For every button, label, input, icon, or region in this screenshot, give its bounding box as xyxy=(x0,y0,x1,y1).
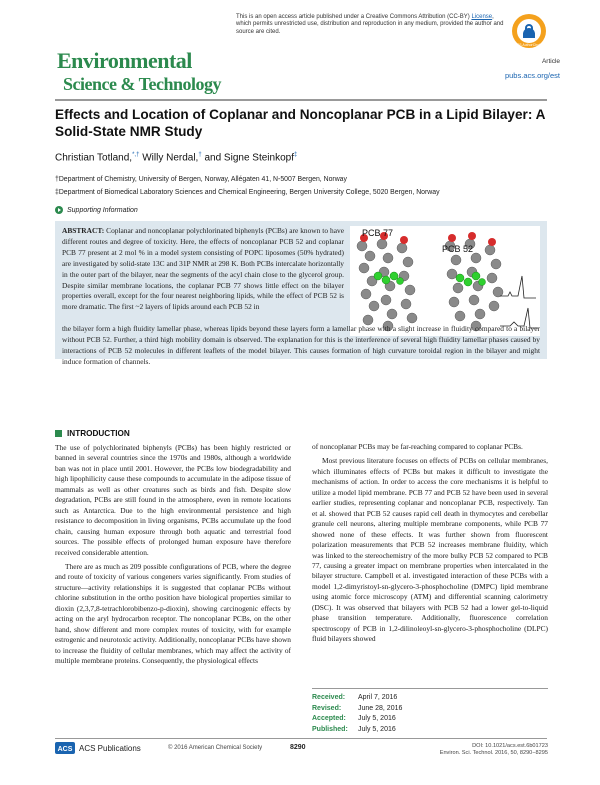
affiliation-2: ‡Department of Biomedical Laboratory Sciences and Chemical Engineering, Bergen University College, 5020 Bergen, Norway xyxy=(55,189,440,196)
author-list xyxy=(55,152,297,163)
supporting-info-icon xyxy=(55,206,63,214)
affiliation-1: †Department of Chemistry, University of Bergen, Norway, Allégaten 41, N-5007 Bergen, Norway xyxy=(55,176,347,183)
journal-logo xyxy=(55,46,225,98)
doi-citation xyxy=(440,743,548,757)
body-column-left xyxy=(55,443,291,667)
copyright-notice: © 2016 American Chemical Society xyxy=(168,745,263,751)
body-column-right xyxy=(312,442,548,645)
supporting-info-link[interactable] xyxy=(55,206,138,214)
license-text: This is an open access article published under a Creative Commons Attribution (CC-BY) xyxy=(236,14,470,20)
paper-title: Effects and Location of Coplanar and Noncoplanar PCB in a Lipid Bilayer: A Solid-State NMR Study xyxy=(55,107,545,139)
license-text-2: , which permits unrestricted use, distribution and reproduction in any medium, provided the author and source are cited. xyxy=(236,14,504,35)
abstract-text-bottom: the bilayer form a high fluidity lamellar phase, whereas lipids beyond these layers form a lamellar phase with a slight increase in fluidity compared to a bilayer without PCB 52. Further, a third high mobility domain is observed. The explanation for this is the interference of several high fluidity lamellar phases caused by interactions of PCB 52 molecules in different leaflets of the model bilayer. This causes formation of high curvature toroidal region in the bilayer and might induce formation of channels. xyxy=(62,324,540,366)
date-published: Published: July 5, 2016 xyxy=(312,725,396,733)
toc-graphic xyxy=(350,226,540,336)
publisher-name: ACS Publications xyxy=(79,743,141,753)
section-marker-icon xyxy=(55,430,62,437)
journal-name-line1: Environmental xyxy=(57,48,192,73)
publication-dates xyxy=(312,688,548,735)
header-divider xyxy=(55,99,547,101)
doi-link[interactable]: DOI: 10.1021/acs.est.6b01723 xyxy=(472,743,548,749)
author-1-marks: *,† xyxy=(132,152,140,158)
author-2-marks: † xyxy=(198,152,202,158)
article-type-label: Article xyxy=(541,58,560,65)
page-number: 8290 xyxy=(290,744,306,751)
abstract-text-top xyxy=(62,226,344,313)
date-accepted: Accepted: July 5, 2016 xyxy=(312,715,396,722)
journal-url[interactable]: pubs.acs.org/est xyxy=(504,71,560,80)
license-notice xyxy=(236,14,506,36)
footer-divider xyxy=(55,738,547,739)
author-1[interactable]: Christian Totland, xyxy=(55,152,133,164)
supporting-info-label: Supporting Information xyxy=(67,206,138,214)
author-2[interactable]: Willy Nerdal, xyxy=(142,152,199,164)
license-link[interactable]: License xyxy=(471,14,493,20)
intro-paragraph-1: The use of polychlorinated biphenyls (PCBs) has been highly restricted or banned in several countries since the 1970s and 1980s, although a worldwide ban was not in place until 2001. However, the PCBs low biodegradability and high lipophilicity cause these compounds to accumulate in the adipose tissue of mammals as well as other creatures such as birds and fish. Despite slow degradation, PCBs are still found in the atmosphere, even in remote locations such as Antarctica. Due to the high environmental persistence and high resistance to decomposition in living organisms, PCBs accumulate up the food chain, causing human exposure through both aquatic and terrestrial food sources. The possible effects of prolonged human exposure have therefore received considerable attention. xyxy=(55,443,291,557)
journal-name-line2: Science & Technology xyxy=(63,74,222,94)
introduction-heading-text: INTRODUCTION xyxy=(67,429,130,438)
graphic-label-pcb52: PCB 52 xyxy=(442,244,474,254)
date-received: Received: April 7, 2016 xyxy=(312,694,398,701)
abstract-body-top: Coplanar and noncoplanar polychlorinated biphenyls (PCBs) are known to have different routes and degree of toxicity. Here, the effects of noncoplanar PCB 52 and coplanar PCB 77 present at 2 mol % in a model system consisting of POPC liposomes (50% hydrated) are investigated by solid-state 13C and 31P NMR at 298 K. Both PCBs intercalate horizontally in the outer part of the bilayer, near the segments of the acyl chain close to the glycerol group. Despite similar membrane locations, the coplanar PCB 77 shows little effect on the bilayer properties overall, except for the four nearest neighboring lipids, while the effect of PCB 52 is more dramatic. The first ~2 layers of lipids around each PCB 52 in xyxy=(62,226,344,312)
acs-authorchoice-badge xyxy=(510,12,548,50)
date-revised: Revised: June 28, 2016 xyxy=(312,704,403,712)
svg-text:ACS: ACS xyxy=(57,746,73,753)
abstract-label: ABSTRACT: xyxy=(62,226,105,235)
author-3[interactable]: and Signe Steinkopf xyxy=(204,152,294,164)
acs-publications-logo[interactable] xyxy=(55,742,141,754)
introduction-heading xyxy=(55,429,130,438)
intro-paragraph-4: Most previous literature focuses on effects of PCBs on cellular membranes, which illuminates effects of PCBs but makes it difficult to investigate the mechanisms of action. In order to access the core mechanisms it is helpful to utilize a model lipid membrane. PCB 77 and PCB 52 have been used in several earlier studies, representing coplanar and noncoplanar PCB, respectively. Tan et al. showed that PCB 52 causes rapid cell death in thymocytes and cerebellar granule cell neurons, altering multiple membrane components, while PCB 77 showed none of these effects. It was further shown from fluorescent polarization measurements that PCB 52 increases membrane fluidity, which was linked to the stereochemistry of the more bulky PCB 52 compared to PCB 77, causing a greater impact on membrane properties when intercalated in the bilayer structure. Campbell et al. investigated interaction of these PCBs with a model 1,2-dimyristoyl-sn-glycero-3-phosphocholine (DMPC) lipid membrane using atomic force microscopy (ATM) and differential scanning calorimetry (DSC). It was observed that bilayers with PCB 52 had a lower gel-to-liquid phase transition temperature. Additionally, fluorescence correlation spectroscopy of PCB in 1,2-dilinoleoyl-sn-glycero-3-phosphocholine (DLPC) fluid bilayers showed xyxy=(312,456,548,644)
intro-paragraph-3: of noncoplanar PCBs may be far-reaching compared to coplanar PCBs. xyxy=(312,442,523,451)
acs-logo-icon xyxy=(55,742,75,754)
intro-paragraph-2: There are as much as 209 possible configurations of PCB, where the degree and route of toxicity of various congeners varies significantly. From studies of structure—activity relationships it is suggested that coplanar PCBs without chlorine substitution in the ortho position have biological properties similar to dioxin (2,3,7,8-tetrachlorobibenzo-p-dioxin), showing carcinogenic effects by acting on the aryl hydrocarbon receptor. The noncoplanar PCBs, on the other hand, show different and more complex routes of toxicity, with for example estrogenic and neurotoxic activity. Additionally, noncoplanar PCBs have shown to increase the fluidity of cellular membranes, which may affect the activity of multiple membrane proteins. Consequently, the physiological effects xyxy=(55,561,291,666)
author-3-marks: ‡ xyxy=(293,152,298,158)
journal-citation: Environ. Sci. Technol. 2016, 50, 8290−8295 xyxy=(439,750,548,756)
graphic-label-pcb77: PCB 77 xyxy=(362,228,394,238)
badge-label: ACS AuthorChoice xyxy=(514,43,544,47)
